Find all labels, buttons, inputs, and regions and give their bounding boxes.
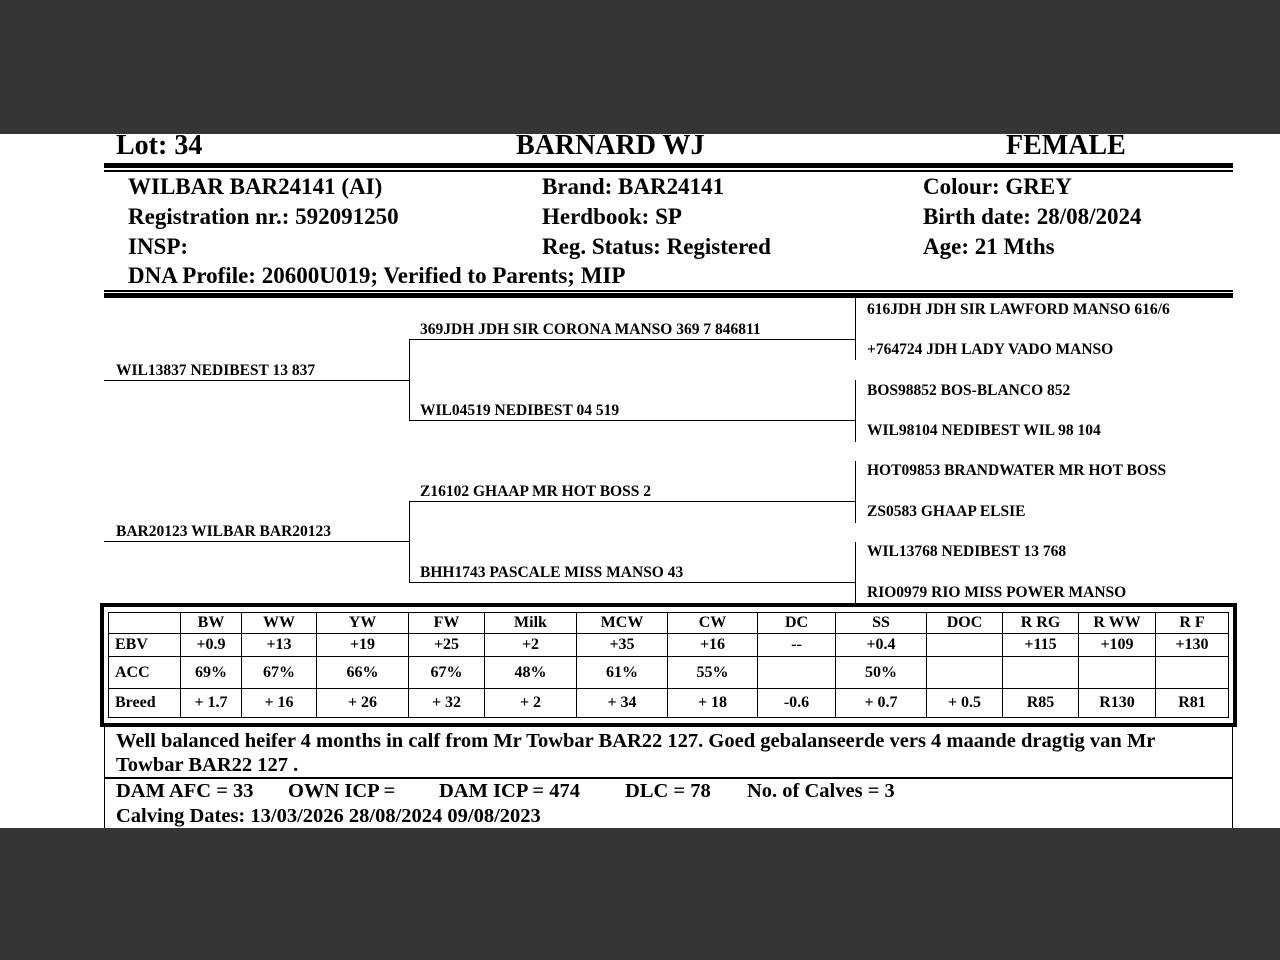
ebv-column-header: CW <box>668 613 758 634</box>
info-rule <box>104 293 1233 298</box>
ggp-name: WIL13768 NEDIBEST 13 768 <box>867 543 1067 560</box>
ebv-cell: -- <box>758 634 836 657</box>
ebv-cell: + 18 <box>668 689 758 718</box>
dam-icp: DAM ICP = 474 <box>439 780 580 802</box>
ebv-header-row <box>109 613 1229 634</box>
ebv-cell <box>927 634 1003 657</box>
ebv-cell: +2 <box>485 634 577 657</box>
ebv-cell: 48% <box>485 657 577 689</box>
ggp-bracket-1 <box>855 298 856 360</box>
animal-name: WILBAR BAR24141 (AI) <box>128 174 383 199</box>
ebv-row <box>109 657 1229 689</box>
ebv-cell <box>758 657 836 689</box>
sire-bracket <box>409 339 410 421</box>
ebv-cell: 61% <box>577 657 668 689</box>
remarks-box <box>104 727 1233 828</box>
ebv-column-header: FW <box>409 613 485 634</box>
dam-name: BAR20123 WILBAR BAR20123 <box>116 523 332 540</box>
ebv-cell <box>1156 657 1229 689</box>
ggp-name: 616JDH JDH SIR LAWFORD MANSO 616/6 <box>867 301 1170 318</box>
ebv-column-header: R RG <box>1003 613 1079 634</box>
brand: Brand: BAR24141 <box>542 174 725 199</box>
ebv-cell: R85 <box>1003 689 1079 718</box>
ebv-cell: R81 <box>1156 689 1229 718</box>
dam-sire-line <box>409 501 855 502</box>
ebv-cell: +35 <box>577 634 668 657</box>
dam-line <box>104 541 409 542</box>
sire-sire-name: 369JDH JDH SIR CORONA MANSO 369 7 846811 <box>420 321 761 338</box>
ebv-cell: + 34 <box>577 689 668 718</box>
ebv-cell: + 1.7 <box>181 689 242 718</box>
ebv-row <box>109 689 1229 718</box>
ebv-cell: R130 <box>1079 689 1156 718</box>
ebv-column-header: MCW <box>577 613 668 634</box>
ebv-cell: 69% <box>181 657 242 689</box>
ebv-column-header: WW <box>242 613 317 634</box>
header-rule-thin <box>104 170 1233 172</box>
ebv-cell: +25 <box>409 634 485 657</box>
ebv-column-header: R WW <box>1079 613 1156 634</box>
ebv-cell: +16 <box>668 634 758 657</box>
ebv-cell: 66% <box>317 657 409 689</box>
ebv-cell <box>1079 657 1156 689</box>
ggp-bracket-3 <box>855 461 856 523</box>
lot-catalogue-sheet <box>0 134 1280 828</box>
ebv-row-label: EBV <box>109 634 181 657</box>
ebv-table <box>108 612 1229 718</box>
ebv-cell: +0.9 <box>181 634 242 657</box>
ebv-cell: +13 <box>242 634 317 657</box>
ebv-column-header: YW <box>317 613 409 634</box>
age: Age: 21 Mths <box>923 234 1055 259</box>
registration-number: Registration nr.: 592091250 <box>128 204 399 229</box>
ebv-column-header: SS <box>836 613 927 634</box>
ebv-column-header: Milk <box>485 613 577 634</box>
sire-name: WIL13837 NEDIBEST 13 837 <box>116 362 316 379</box>
ebv-cell: + 2 <box>485 689 577 718</box>
ebv-row-label: ACC <box>109 657 181 689</box>
ebv-cell: -0.6 <box>758 689 836 718</box>
ebv-cell <box>927 657 1003 689</box>
ggp-name: +764724 JDH LADY VADO MANSO <box>867 341 1114 358</box>
sire-line <box>104 380 409 381</box>
ebv-cell: + 16 <box>242 689 317 718</box>
ebv-column-header: R F <box>1156 613 1229 634</box>
ebv-column-header: DOC <box>927 613 1003 634</box>
ebv-row-label: Breed <box>109 689 181 718</box>
sire-sire-line <box>409 339 855 340</box>
ggp-bracket-4 <box>855 542 856 604</box>
ebv-cell: +19 <box>317 634 409 657</box>
ebv-column-header: DC <box>758 613 836 634</box>
ebv-cell: +109 <box>1079 634 1156 657</box>
ebv-cell: +0.4 <box>836 634 927 657</box>
dam-dam-line <box>409 582 855 583</box>
insp-label: INSP: <box>128 234 189 259</box>
ebv-column-header <box>109 613 181 634</box>
ggp-name: ZS0583 GHAAP ELSIE <box>867 503 1026 520</box>
ggp-bracket-2 <box>855 380 856 442</box>
ggp-name: HOT09853 BRANDWATER MR HOT BOSS <box>867 462 1167 479</box>
ggp-name: BOS98852 BOS-BLANCO 852 <box>867 382 1071 399</box>
lot-number: Lot: 34 <box>116 134 203 161</box>
calving-dates: Calving Dates: 13/03/2026 28/08/2024 09/08/2023 <box>116 805 541 827</box>
ebv-cell: + 32 <box>409 689 485 718</box>
sire-dam-name: WIL04519 NEDIBEST 04 519 <box>420 402 620 419</box>
animal-sex: FEMALE <box>1006 134 1126 161</box>
header-rule <box>104 163 1233 168</box>
sire-dam-line <box>409 420 855 421</box>
ebv-cell: + 0.5 <box>927 689 1003 718</box>
dam-sire-name: Z16102 GHAAP MR HOT BOSS 2 <box>420 483 651 500</box>
ebv-cell: +115 <box>1003 634 1079 657</box>
ebv-column-header: BW <box>181 613 242 634</box>
ebv-cell: +130 <box>1156 634 1229 657</box>
dna-profile: DNA Profile: 20600U019; Verified to Parents; MIP <box>128 263 626 288</box>
dlc: DLC = 78 <box>625 780 711 802</box>
number-of-calves: No. of Calves = 3 <box>747 780 895 802</box>
ebv-cell: 67% <box>242 657 317 689</box>
ebv-cell: 55% <box>668 657 758 689</box>
colour: Colour: GREY <box>923 174 1072 199</box>
ebv-cell <box>1003 657 1079 689</box>
ebv-row <box>109 634 1229 657</box>
dam-afc: DAM AFC = 33 <box>116 780 254 802</box>
remarks-text: Well balanced heifer 4 months in calf from Mr Towbar BAR22 127. Goed gebalanseerde vers 4 maande dragtig van Mr Towbar BAR22 127 . <box>116 730 1156 776</box>
ebv-cell: + 26 <box>317 689 409 718</box>
breeder-name: BARNARD WJ <box>516 134 705 161</box>
info-rule-thin <box>104 290 1233 292</box>
ggp-name: WIL98104 NEDIBEST WIL 98 104 <box>867 422 1101 439</box>
ggp-name: RIO0979 RIO MISS POWER MANSO <box>867 584 1127 601</box>
herdbook: Herdbook: SP <box>542 204 682 229</box>
birth-date: Birth date: 28/08/2024 <box>923 204 1142 229</box>
own-icp: OWN ICP = <box>288 780 396 802</box>
ebv-cell: 50% <box>836 657 927 689</box>
registration-status: Reg. Status: Registered <box>542 234 771 259</box>
dam-dam-name: BHH1743 PASCALE MISS MANSO 43 <box>420 564 684 581</box>
dam-bracket <box>409 501 410 583</box>
ebv-cell: 67% <box>409 657 485 689</box>
ebv-cell: + 0.7 <box>836 689 927 718</box>
